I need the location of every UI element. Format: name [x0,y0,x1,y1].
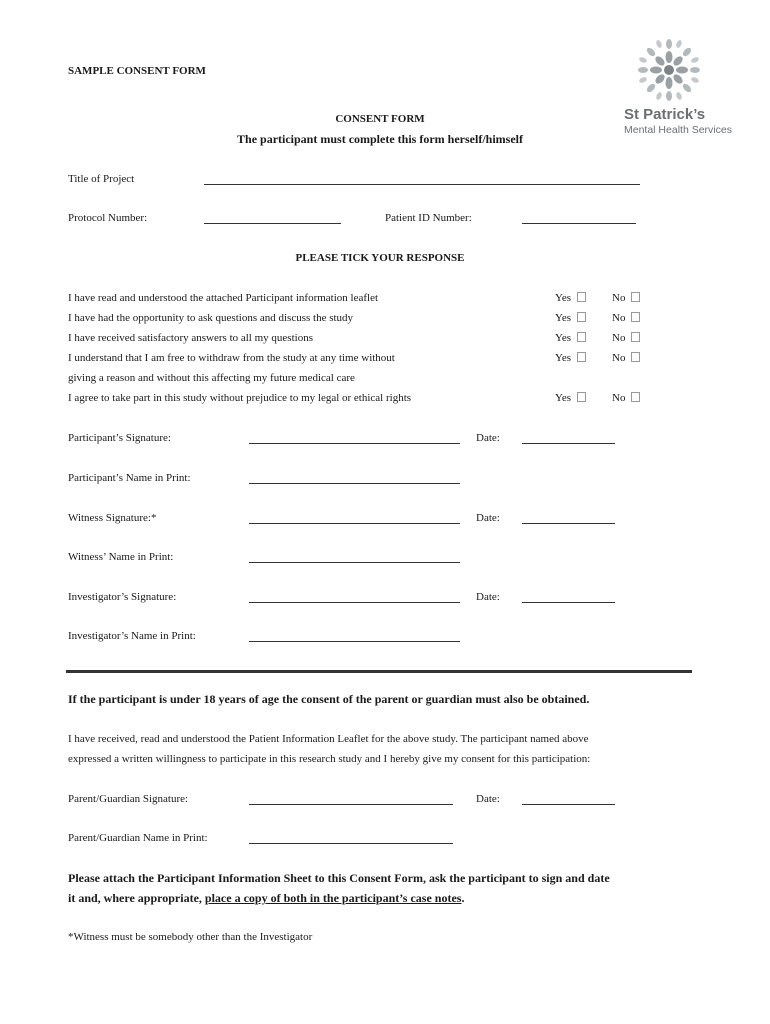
participant-name-label: Participant’s Name in Print: [68,472,191,484]
patient-id-label: Patient ID Number: [385,212,472,224]
no-checkbox[interactable] [631,352,640,362]
date-label: Date: [476,591,500,603]
investigator-signature-label: Investigator’s Signature: [68,591,177,603]
sample-title: SAMPLE CONSENT FORM [68,65,206,77]
no-checkbox[interactable] [631,312,640,322]
witness-date-field[interactable] [522,523,615,524]
yes-checkbox[interactable] [577,352,586,362]
no-label: No [612,292,626,304]
no-label: No [612,352,626,364]
no-label: No [612,332,626,344]
guardian-notice: If the participant is under 18 years of age the consent of the parent or guardian must also be obtained. [68,692,590,706]
date-label: Date: [476,512,500,524]
statement-text: I understand that I am free to withdraw from the study at any time without [68,352,395,364]
no-checkbox[interactable] [631,292,640,302]
title-of-project-field[interactable] [204,184,640,185]
yes-label: Yes [555,312,572,324]
date-label: Date: [476,432,500,444]
patient-id-field[interactable] [522,223,636,224]
instruction-line2-prefix: it and, where appropriate, [68,891,205,905]
yes-label: Yes [555,292,572,304]
instruction-line2-suffix: . [461,891,465,905]
guardian-statement-line1: I have received, read and understood the Patient Information Leaflet for the above study. The participant named above [68,733,589,745]
protocol-number-label: Protocol Number: [68,212,148,224]
yes-label: Yes [555,352,572,364]
yes-checkbox[interactable] [577,392,586,402]
no-label: No [612,392,626,404]
protocol-number-field[interactable] [204,223,341,224]
participant-name-field[interactable] [249,483,460,484]
witness-signature-field[interactable] [249,523,460,524]
participant-date-field[interactable] [522,443,615,444]
tick-response-heading: PLEASE TICK YOUR RESPONSE [295,252,465,264]
participant-signature-label: Participant’s Signature: [68,432,171,444]
witness-name-label: Witness’ Name in Print: [68,551,174,563]
investigator-name-label: Investigator’s Name in Print: [68,630,196,642]
guardian-name-field[interactable] [249,843,453,844]
yes-option[interactable] [555,312,586,324]
guardian-signature-field[interactable] [249,804,453,805]
form-title: CONSENT FORM [335,113,425,125]
statement-text: I have had the opportunity to ask questions and discuss the study [68,312,354,324]
investigator-name-field[interactable] [249,641,460,642]
guardian-statement-line2: expressed a written willingness to participate in this research study and I hereby give my consent for this participation: [68,753,591,765]
no-option[interactable] [612,312,640,324]
instruction-line2 [68,891,464,906]
yes-label: Yes [555,332,572,344]
yes-label: Yes [555,392,572,404]
instruction-line1: Please attach the Participant Information Sheet to this Consent Form, ask the participant to sign and date [68,871,610,885]
no-checkbox[interactable] [631,392,640,402]
date-label: Date: [476,793,500,805]
logo-name: St Patrick’s [624,106,706,123]
form-subtitle: The participant must complete this form herself/himself [237,132,523,146]
guardian-name-label: Parent/Guardian Name in Print: [68,832,208,844]
yes-checkbox[interactable] [577,312,586,322]
witness-name-field[interactable] [249,562,460,563]
yes-checkbox[interactable] [577,292,586,302]
statement-continuation: giving a reason and without this affecting my future medical care [68,372,355,384]
section-divider [66,670,692,673]
yes-checkbox[interactable] [577,332,586,342]
yes-option[interactable] [555,352,586,364]
instruction-line2-underlined: place a copy of both in the participant’s case notes [204,891,462,905]
investigator-signature-field[interactable] [249,602,460,603]
investigator-date-field[interactable] [522,602,615,603]
participant-signature-field[interactable] [249,443,460,444]
no-label: No [612,312,626,324]
no-checkbox[interactable] [631,332,640,342]
no-option[interactable] [612,292,640,304]
logo-subtitle: Mental Health Services [624,124,732,136]
no-option[interactable] [612,332,640,344]
statement-text: I agree to take part in this study without prejudice to my legal or ethical rights [68,392,412,404]
flower-logo-icon [618,30,736,110]
yes-option[interactable] [555,292,586,304]
guardian-signature-label: Parent/Guardian Signature: [68,793,189,805]
statement-text: I have received satisfactory answers to all my questions [68,332,313,344]
title-of-project-label: Title of Project [68,173,135,185]
statement-text: I have read and understood the attached Participant information leaflet [68,292,379,304]
yes-option[interactable] [555,332,586,344]
witness-signature-label: Witness Signature:* [68,512,157,524]
yes-option[interactable] [555,392,586,404]
no-option[interactable] [612,352,640,364]
no-option[interactable] [612,392,640,404]
witness-note: *Witness must be somebody other than the Investigator [68,931,313,943]
guardian-date-field[interactable] [522,804,615,805]
